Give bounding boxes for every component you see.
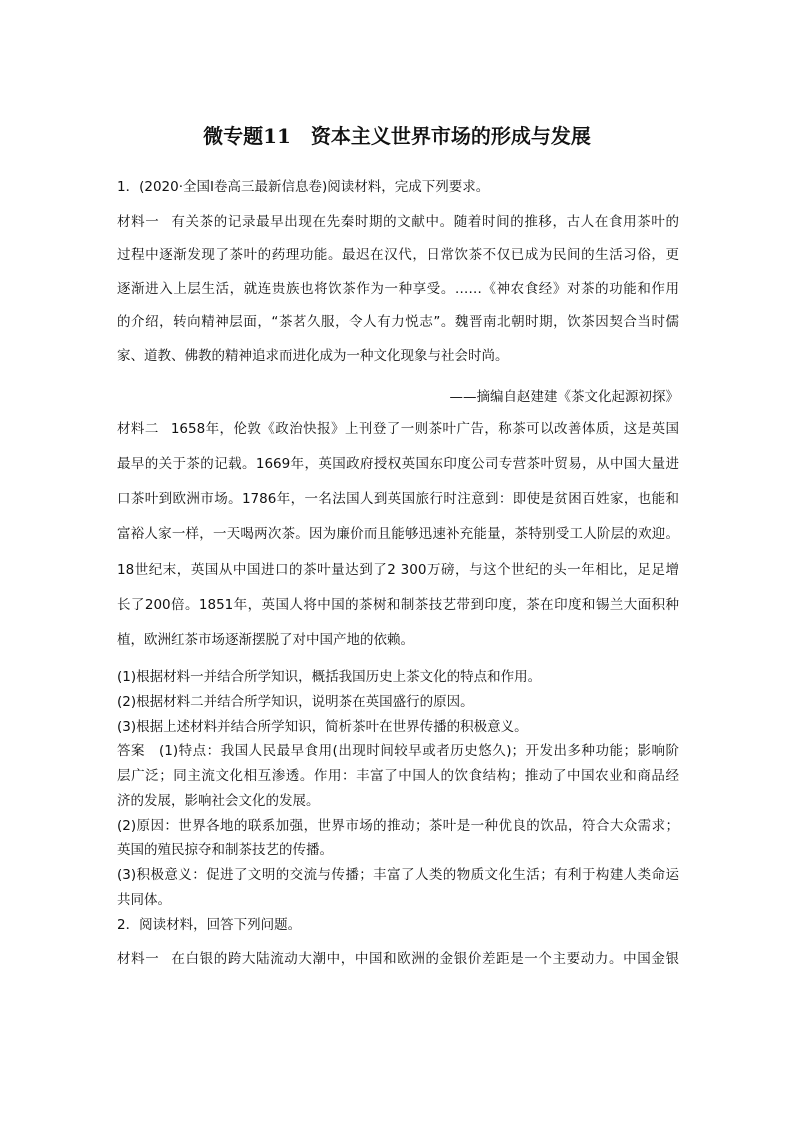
q1-material-1-line: 逐渐进入上层生活，就连贵族也将饮茶作为一种享受。……《神农食经》对茶的功能和作用 [117, 281, 679, 297]
q1-material-2-label: 材料二 [117, 421, 159, 437]
page-title: 微专题11 资本主义世界市场的形成与发展 [203, 124, 591, 148]
q1-material-2-line: 富裕人家一样，一天喝两次茶。因为廉价而且能够迅速补充能量，茶特别受工人阶层的欢迎。 [117, 526, 679, 542]
q1-answer-line: (3)积极意义：促进了文明的交流与传播；丰富了人类的物质文化生活；有利于构建人类命运 [117, 867, 679, 883]
q1-material-2-line: 最早的关于茶的记载。1669年，英国政府授权英国东印度公司专营茶叶贸易，从中国大量进 [117, 456, 679, 472]
q1-subquestion: (3)根据上述材料并结合所学知识，简析茶叶在世界传播的积极意义。 [117, 719, 528, 735]
q1-answer-line: 英国的殖民掠夺和制茶技艺的传播。 [117, 842, 333, 858]
q1-answer-line: 层广泛；同主流文化相互渗透。作用：丰富了中国人的饮食结构；推动了中国农业和商品经 [117, 768, 679, 784]
q1-material-2-line: 植，欧洲红茶市场逐渐摆脱了对中国产地的依赖。 [117, 632, 414, 648]
question-1-header: 1．(2020·全国Ⅰ卷高三最新信息卷)阅读材料，完成下列要求。 [117, 179, 490, 195]
question-2-header: 2．阅读材料，回答下列问题。 [117, 917, 302, 933]
q1-material-1-text: 有关茶的记录最早出现在先秦时期的文献中。随着时间的推移，古人在食用茶叶的 [171, 214, 679, 230]
q1-material-1-label: 材料一 [117, 214, 160, 230]
q2-material-1-label: 材料一 [117, 951, 160, 967]
q1-material-1-line: 家、道教、佛教的精神追求而进化成为一种文化现象与社会时尚。 [117, 348, 509, 364]
q2-material-1-text: 在白银的跨大陆流动大潮中，中国和欧洲的金银价差距是一个主要动力。中国金银 [171, 951, 679, 967]
q1-material-1-line: 过程中逐渐发现了茶叶的药理功能。最迟在汉代，日常饮茶不仅已成为民间的生活习俗，更 [117, 247, 679, 263]
q1-subquestion: (2)根据材料二并结合所学知识，说明茶在英国盛行的原因。 [117, 694, 474, 710]
q1-material-2-line: 18世纪末，英国从中国进口的茶叶量达到了2 300万磅，与这个世纪的头一年相比，足足增 [117, 562, 679, 578]
q1-answer-line: 答案 (1)特点：我国人民最早食用(出现时间较早或者历史悠久)；开发出多种功能；影响阶 [117, 743, 679, 759]
q1-answer-line: (2)原因：世界各地的联系加强，世界市场的推动；茶叶是一种优良的饮品，符合大众需求； [117, 818, 679, 834]
q1-material-2-text: 1658年，伦敦《政治快报》上刊登了一则茶叶广告，称茶可以改善体质，这是英国 [170, 421, 679, 437]
q1-material-1-source: ——摘编自赵建建《茶文化起源初探》 [449, 389, 679, 405]
q1-material-1-line: 的介绍，转向精神层面，“茶茗久服，令人有力悦志”。魏晋南北朝时期，饮茶因契合当时儒 [117, 314, 679, 330]
q1-material-1-line [117, 213, 679, 231]
q2-material-1-line [117, 950, 679, 968]
q1-material-2-line [117, 420, 679, 438]
q1-material-2-line: 长了200倍。1851年，英国人将中国的茶树和制茶技艺带到印度，茶在印度和锡兰大面积种 [117, 597, 679, 613]
q1-subquestion: (1)根据材料一并结合所学知识，概括我国历史上茶文化的特点和作用。 [117, 669, 542, 685]
q1-answer-line: 共同体。 [117, 892, 171, 908]
q1-material-2-line: 口茶叶到欧洲市场。1786年，一名法国人到英国旅行时注意到：即使是贫困百姓家，也能和 [117, 491, 679, 507]
q1-answer-line: 济的发展，影响社会文化的发展。 [117, 793, 320, 809]
